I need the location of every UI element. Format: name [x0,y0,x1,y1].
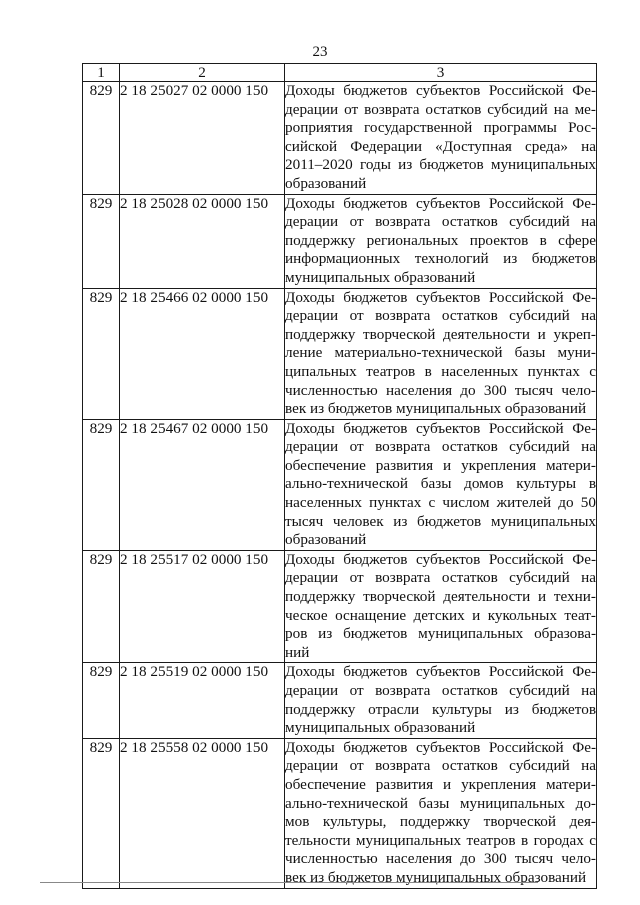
revenue-code-cell: 2 18 25028 02 0000 150 [120,194,285,288]
revenue-code-cell: 2 18 25519 02 0000 150 [120,663,285,738]
revenue-code-cell: 2 18 25027 02 0000 150 [120,82,285,195]
table-row [83,738,597,888]
description-line: поддержку региональных проектов в сфере [285,231,596,249]
revenue-code-cell: 2 18 25467 02 0000 150 [120,419,285,550]
description-line: сийской Федерации «Доступная среда» на [285,137,596,155]
admin-code-cell: 829 [83,288,120,419]
description-cell [285,663,597,738]
description-line: Доходы бюджетов субъектов Российской Фе- [285,419,596,437]
admin-code-cell: 829 [83,194,120,288]
description-line: информационных технологий из бюджетов [285,250,596,268]
description-line: поддержку отрасли культуры из бюджетов [285,700,596,718]
description-line: ление материально-технической базы муни- [285,344,596,362]
description-cell [285,419,597,550]
revenue-code-cell: 2 18 25558 02 0000 150 [120,738,285,888]
admin-code-cell: 829 [83,419,120,550]
description-line: Доходы бюджетов субъектов Российской Фе- [285,738,596,756]
description-line: Доходы бюджетов субъектов Российской Фе- [285,663,596,681]
description-line: Доходы бюджетов субъектов Российской Фе- [285,288,596,306]
description-line: ческое оснащение детских и кукольных теат- [285,606,596,624]
description-line: ний [285,643,310,661]
header-col-1: 1 [83,64,120,82]
footer-divider [40,882,538,883]
description-line: тельности муниципальных театров в городах с [285,831,596,849]
table-row [83,82,597,195]
table-row [83,288,597,419]
table-row [83,663,597,738]
admin-code-cell: 829 [83,82,120,195]
description-line: образований [285,174,367,192]
description-line: дерации от возврата остатков субсидий на [285,213,596,231]
description-line: дерации от возврата остатков субсидий на [285,569,596,587]
description-cell [285,194,597,288]
description-line: поддержку творческой деятельности и укреп- [285,325,596,343]
description-line: мов культуры, поддержку творческой дея- [285,813,596,831]
revenue-codes-table [82,63,597,889]
table-header-row [83,64,597,82]
description-line: дерации от возврата остатков субсидий на ме- [285,100,596,118]
description-line: обеспечение развития и укрепления матери- [285,775,596,793]
description-line: тысяч человек из бюджетов муниципальных [285,512,596,530]
description-line: муниципальных образований [285,268,476,286]
table-row [83,550,597,663]
description-line: численностью населения до 300 тысяч чело- [285,850,596,868]
revenue-code-cell: 2 18 25466 02 0000 150 [120,288,285,419]
page-number: 23 [312,44,328,60]
description-line: ципальных театров в населенных пунктах с [285,362,596,380]
description-cell [285,288,597,419]
description-line: Доходы бюджетов субъектов Российской Фе- [285,550,596,568]
description-line: дерации от возврата остатков субсидий на [285,307,596,325]
header-col-2: 2 [120,64,285,82]
table-row [83,419,597,550]
description-line: поддержку творческой деятельности и техни- [285,588,596,606]
description-line: ров из бюджетов муниципальных образова- [285,625,596,643]
description-line: век из бюджетов муниципальных образований [285,400,587,418]
description-cell [285,550,597,663]
description-line: муниципальных образований [285,719,476,737]
description-line: дерации от возврата остатков субсидий на [285,757,596,775]
description-line: век из бюджетов муниципальных образований [285,868,587,886]
admin-code-cell: 829 [83,663,120,738]
table-row [83,194,597,288]
description-line: Доходы бюджетов субъектов Российской Фе- [285,82,596,99]
admin-code-cell: 829 [83,738,120,888]
description-line: образований [285,531,367,549]
description-line: 2011–2020 годы из бюджетов муниципальных [285,156,596,174]
description-line: дерации от возврата остатков субсидий на [285,438,596,456]
admin-code-cell: 829 [83,550,120,663]
header-col-3: 3 [285,64,597,82]
description-cell [285,82,597,195]
description-line: Доходы бюджетов субъектов Российской Фе- [285,194,596,212]
description-line: дерации от возврата остатков субсидий на [285,682,596,699]
description-line: населенных пунктах с числом жителей до 50 [285,494,596,512]
description-line: ально-технической базы муниципальных до- [285,794,596,812]
revenue-code-cell: 2 18 25517 02 0000 150 [120,550,285,663]
description-line: численностью населения до 300 тысяч чело- [285,381,596,399]
description-line: ально-технической базы домов культуры в [285,475,596,493]
description-line: роприятия государственной программы Рос- [285,119,596,137]
description-line: обеспечение развития и укрепления матери- [285,456,596,474]
description-cell [285,738,597,888]
